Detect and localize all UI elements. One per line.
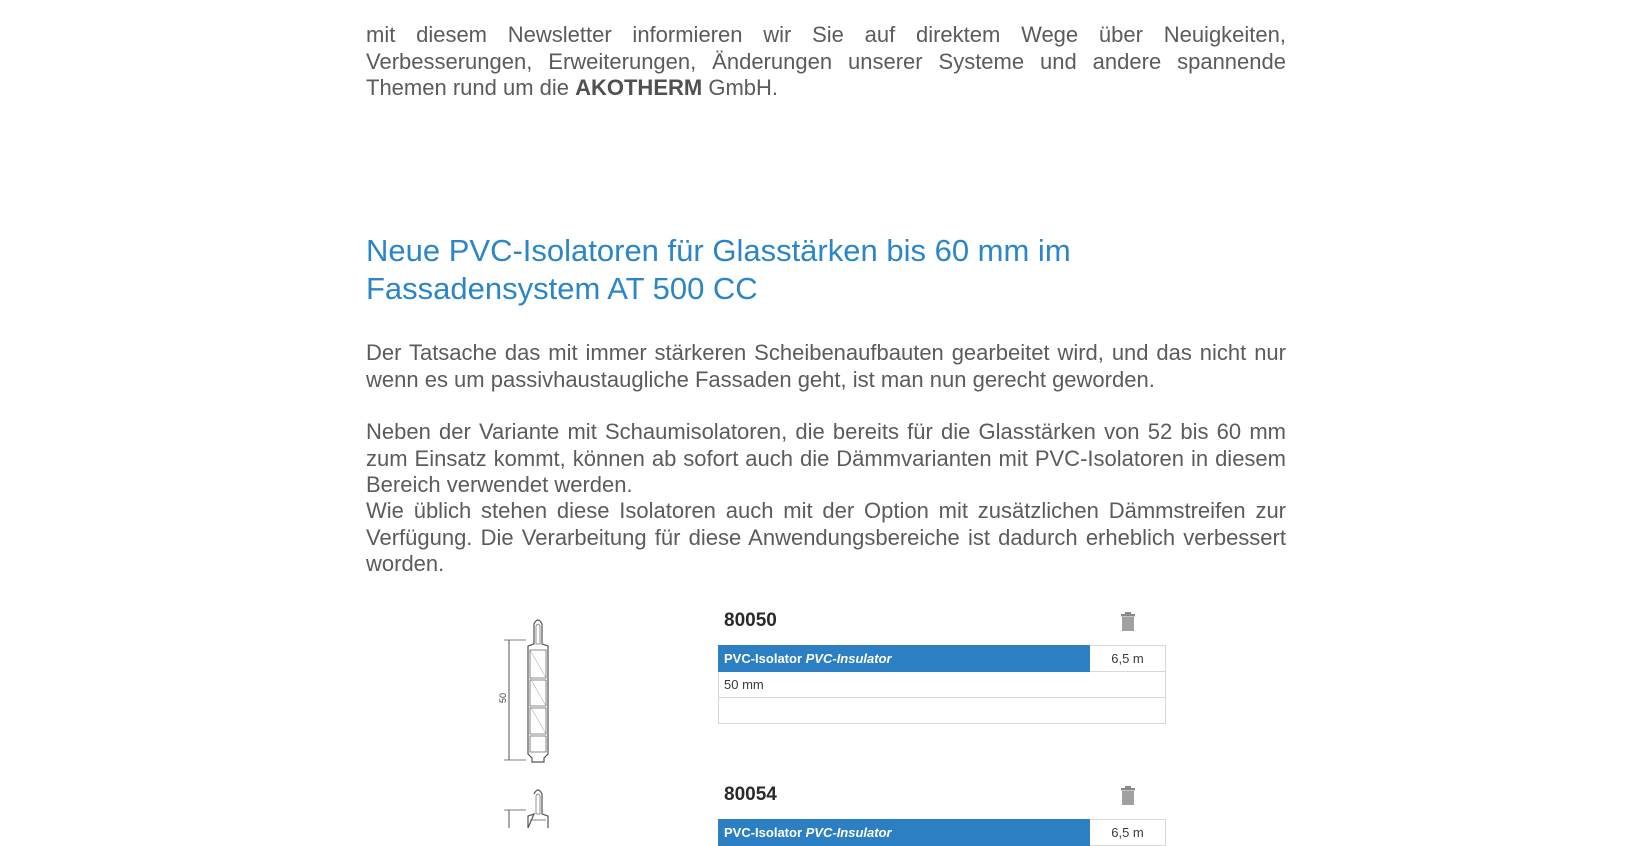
product-length-cell: 6,5 m <box>1090 646 1166 672</box>
paragraph-3-text: Wie üblich stehen diese Isolatoren auch mit der Option mit zusätzlichen Dämmstreifen zur Verfügung. Die Verarbeitung für diese Anwendungsbereiche ist dadurch erheblich verbessert worden. <box>366 498 1286 576</box>
table-row <box>719 820 1166 846</box>
intro-paragraph <box>366 22 1286 102</box>
paragraph-2-text: Neben der Variante mit Schaumisolatoren, die bereits für die Glasstärken von 52 bis 60 mm zum Einsatz kommt, können ab sofort auch die Dämmvarianten mit PVC-Isolatoren in diesem Bereich verwendet werden. <box>366 419 1286 497</box>
waste-bin-icon <box>1120 612 1136 632</box>
product-number: 80050 <box>724 610 777 631</box>
dimension-label: 50 <box>498 692 508 703</box>
product-table <box>718 819 1166 846</box>
waste-bin-icon <box>1120 786 1136 806</box>
product-table <box>718 645 1166 724</box>
table-row <box>719 698 1166 724</box>
insulator-profile-drawing <box>496 618 566 764</box>
product-number: 80054 <box>724 784 777 805</box>
product-length-cell: 6,5 m <box>1090 820 1166 846</box>
product-name-cell: PVC-Isolator PVC-Insulator <box>719 820 1090 846</box>
empty-cell <box>719 698 1166 724</box>
paragraph-3 <box>366 498 1286 578</box>
product-size-cell: 50 mm <box>719 672 1166 698</box>
paragraph-1-text: Der Tatsache das mit immer stärkeren Scheibenaufbauten gearbeitet wird, und das nicht nur wenn es um passivhaustaugliche Fassaden geht, ist man nun gerecht geworden. <box>366 340 1286 392</box>
insulator-profile-drawing-2 <box>496 788 566 828</box>
paragraph-1 <box>366 340 1286 393</box>
intro-text-end: GmbH. <box>702 75 779 100</box>
brand-name: AKOTHERM <box>575 75 703 100</box>
table-row <box>719 672 1166 698</box>
table-row <box>719 646 1166 672</box>
section-heading: Neue PVC-Isolatoren für Glasstärken bis 60 mm im Fassadensystem AT 500 CC <box>366 233 1071 306</box>
paragraph-2 <box>366 419 1286 499</box>
intro-text: mit diesem Newsletter informieren wir Sie auf direktem Wege über Neuigkeiten, Verbesserungen, Erweiterungen, Änderungen unserer Systeme und andere spannende Themen rund um die <box>366 22 1286 100</box>
product-name-cell: PVC-Isolator PVC-Insulator <box>719 646 1090 672</box>
